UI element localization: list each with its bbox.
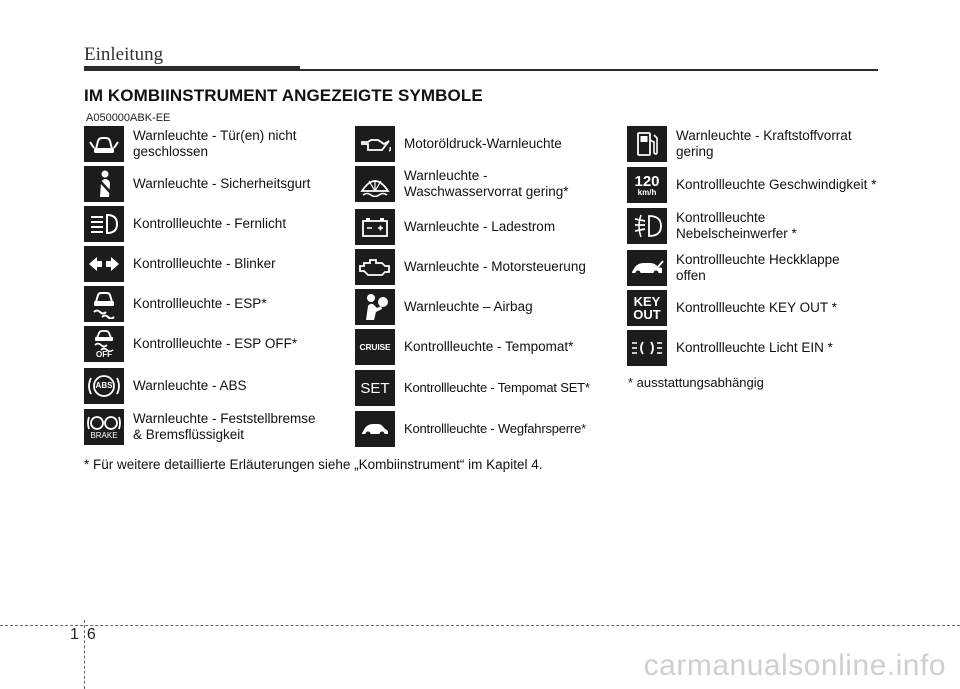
key-out-icon-text-bottom: OUT: [633, 307, 661, 322]
seatbelt-icon: [84, 166, 124, 202]
symbol-entry-esp: [84, 286, 267, 322]
symbol-label: Warnleuchte - ABS: [133, 378, 247, 393]
symbol-entry-immobilizer: [355, 411, 586, 447]
esp-off-icon: [84, 326, 124, 362]
header-rule: [300, 69, 878, 71]
symbol-label: Kontrollleuchte - Wegfahrsperre*: [404, 421, 586, 436]
symbol-entry-oil-pressure: [355, 126, 562, 162]
symbol-label: Kontrollleuchte - ESP OFF*: [133, 336, 298, 351]
symbol-label: Kontrollleuchte Licht EIN *: [676, 340, 833, 355]
symbol-entry-battery: [355, 209, 555, 245]
speed-icon-unit: km/h: [637, 187, 657, 197]
symbol-entry-brake: [84, 409, 316, 445]
symbol-entry-turn-signal: [84, 246, 276, 282]
symbol-label: Warnleuchte - Tür(en) nicht geschlossen: [133, 128, 297, 159]
cruise-set-icon-text: SET: [360, 379, 390, 397]
symbol-label: Warnleuchte - Kraftstoffvorrat gering: [676, 128, 852, 159]
key-out-icon: [627, 290, 667, 326]
symbol-entry-door-open: [84, 126, 297, 162]
esp-off-icon-text: OFF: [96, 350, 112, 359]
symbol-entry-abs: [84, 368, 247, 404]
symbol-entry-light-on: [627, 330, 833, 366]
symbol-entry-esp-off: [84, 326, 297, 362]
symbol-entry-washer-fluid: [355, 166, 569, 202]
washer-fluid-icon: [355, 166, 395, 202]
fog-light-icon: [627, 208, 667, 244]
oil-pressure-icon: [355, 126, 395, 162]
page-number: 16: [70, 626, 104, 643]
speed-icon-value: 120: [634, 172, 660, 190]
door-open-icon: [84, 126, 124, 162]
symbol-label: Kontrollleuchte - Tempomat SET*: [404, 380, 590, 395]
symbol-label: Warnleuchte - Sicherheitsgurt: [133, 176, 311, 191]
symbol-label: Warnleuchte - Ladestrom: [404, 219, 556, 234]
speed-icon: [627, 167, 667, 203]
symbol-label: Kontrollleuchte - Blinker: [133, 256, 276, 271]
symbol-entry-cruise: [355, 329, 573, 365]
symbol-label: Kontrollleuchte Nebelscheinwerfer *: [676, 210, 797, 241]
symbol-label: Kontrollleuchte - ESP*: [133, 296, 267, 311]
header-bar: [84, 66, 300, 71]
airbag-icon: [355, 289, 395, 325]
fuel-icon: [627, 126, 667, 162]
brake-icon-text: BRAKE: [90, 431, 118, 440]
symbol-label: Warnleuchte - Motorsteuerung: [404, 259, 586, 274]
equipment-note: * ausstattungsabhängig: [628, 375, 764, 390]
symbol-entry-airbag: [355, 289, 533, 325]
page-footer-rule: [0, 625, 960, 626]
cruise-set-icon: [355, 370, 395, 406]
symbol-entry-engine: [355, 249, 586, 285]
symbol-label: Warnleuchte - Waschwasservorrat gering*: [404, 168, 569, 199]
reference-code: A050000ABK-EE: [86, 112, 171, 124]
abs-icon: [84, 368, 124, 404]
symbol-label: Kontrollleuchte - Fernlicht: [133, 216, 287, 231]
symbol-entry-speed: [627, 167, 876, 203]
symbol-entry-cruise-set: [355, 370, 590, 406]
symbol-entry-fog-light: [627, 208, 797, 244]
symbol-label: Kontrollleuchte Geschwindigkeit *: [676, 177, 877, 192]
abs-icon-text: ABS: [95, 381, 113, 390]
symbol-entry-key-out: [627, 290, 837, 326]
symbol-entry-high-beam: [84, 206, 286, 242]
symbol-label: Motoröldruck-Warnleuchte: [404, 136, 562, 151]
high-beam-icon: [84, 206, 124, 242]
brake-icon: [84, 409, 124, 445]
key-out-icon-text-top: KEY: [633, 294, 661, 309]
header-title: Einleitung: [84, 44, 164, 65]
symbol-label: Kontrollleuchte - Tempomat*: [404, 339, 574, 354]
symbol-label: Kontrollleuchte Heckklappe offen: [676, 252, 840, 283]
symbol-entry-fuel: [627, 126, 852, 162]
immobilizer-icon: [355, 411, 395, 447]
battery-icon: [355, 209, 395, 245]
symbol-label: Warnleuchte - Feststellbremse & Bremsflüssigkeit: [133, 411, 316, 442]
watermark: carmanualsonline.info: [643, 649, 946, 682]
symbol-entry-seatbelt: [84, 166, 310, 202]
section-title: IM KOMBIINSTRUMENT ANGEZEIGTE SYMBOLE: [84, 86, 483, 105]
footnote: * Für weitere detaillierte Erläuterungen siehe „Kombiinstrument“ im Kapitel 4.: [84, 457, 543, 472]
turn-signal-icon: [84, 246, 124, 282]
cruise-icon: [355, 329, 395, 365]
engine-icon: [355, 249, 395, 285]
trunk-open-icon: [627, 250, 667, 286]
symbol-entry-trunk-open: [627, 250, 840, 286]
esp-icon: [84, 286, 124, 322]
symbol-label: Kontrollleuchte KEY OUT *: [676, 300, 837, 315]
symbol-label: Warnleuchte – Airbag: [404, 299, 533, 314]
cruise-icon-text: CRUISE: [359, 341, 391, 352]
light-on-icon: [627, 330, 667, 366]
